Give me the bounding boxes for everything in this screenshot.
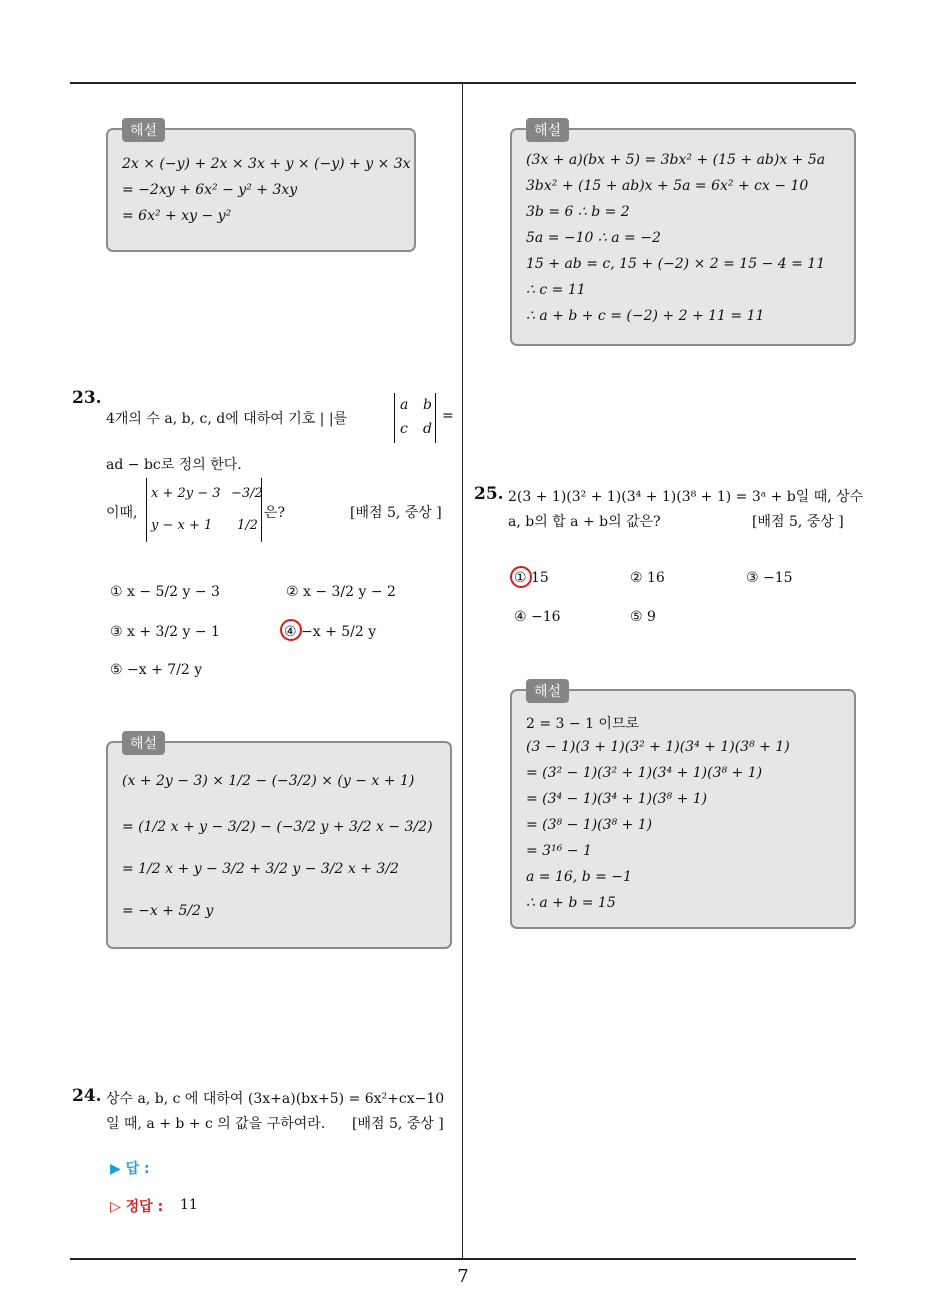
solution-tag: 해설 [526,679,569,703]
solution-line: = (3² − 1)(3² + 1)(3⁴ + 1)(3⁸ + 1) [526,765,763,781]
det-entry: a [400,397,409,413]
option-2[interactable]: ② x − 3/2 y − 2 [286,584,396,600]
solution-line: 3b = 6 ∴ b = 2 [526,204,630,220]
solution-line: = −x + 5/2 y [122,903,214,919]
option-4[interactable]: ④ −x + 5/2 y [284,624,377,640]
solution-line: 15 + ab = c, 15 + (−2) × 2 = 15 − 4 = 11 [526,256,826,272]
solution-box-24 [510,123,856,346]
option-3[interactable]: ③ x + 3/2 y − 1 [110,624,220,640]
det-entry: b [423,397,432,413]
option-1[interactable]: ① x − 5/2 y − 3 [110,584,220,600]
solution-line: ∴ a + b + c = (−2) + 2 + 11 = 11 [526,308,765,324]
question-text: 상수 a, b, c 에 대하여 (3x+a)(bx+5) = 6x²+cx−10 [106,1091,445,1107]
equals-sign: = [442,408,454,424]
question-text: 2(3 + 1)(3² + 1)(3⁴ + 1)(3⁸ + 1) = 3ᵃ + b일 때, 상수 [508,489,864,505]
correct-answer-value: 11 [180,1197,198,1213]
question-number: 24. [72,1086,102,1106]
solution-line: = (3⁸ − 1)(3⁸ + 1) [526,817,653,833]
top-rule [70,82,856,84]
question-text: 4개의 수 a, b, c, d에 대하여 기호 | |를 [106,411,348,427]
solution-line: a = 16, b = −1 [526,869,632,885]
det-entry: 1/2 [237,518,258,533]
solution-line: (3 − 1)(3 + 1)(3² + 1)(3⁴ + 1)(3⁸ + 1) [526,739,790,755]
question-text: 은? [264,505,286,521]
solution-line: = (1/2 x + y − 3/2) − (−3/2 y + 3/2 x − 3/2) [122,819,433,835]
question-number: 23. [72,388,102,408]
page-number: 7 [457,1266,469,1287]
solution-line: 5a = −10 ∴ a = −2 [526,230,661,246]
determinant-definition [394,393,436,443]
solution-line: 2x × (−y) + 2x × 3x + y × (−y) + y × 3x [122,156,411,172]
question-text: 이때, [106,505,138,521]
solution-line: = −2xy + 6x² − y² + 3xy [122,182,298,198]
answer-label: ▶ 답 : [110,1161,150,1177]
det-entry: y − x + 1 [151,518,213,533]
option-4[interactable]: ④ −16 [514,609,561,625]
solution-box-22 [106,123,416,252]
solution-line: = 1/2 x + y − 3/2 + 3/2 y − 3/2 x + 3/2 [122,861,399,877]
option-1[interactable]: ① 15 [514,570,549,586]
option-2[interactable]: ② 16 [630,570,665,586]
question-text: 일 때, a + b + c 의 값을 구하여라. [106,1116,326,1132]
solution-line: = 3¹⁶ − 1 [526,843,592,859]
bottom-rule [70,1258,856,1260]
solution-tag: 해설 [526,118,569,142]
solution-line: 3bx² + (15 + ab)x + 5a = 6x² + cx − 10 [526,178,809,194]
solution-line: = (3⁴ − 1)(3⁴ + 1)(3⁸ + 1) [526,791,708,807]
score-label: [배점 5, 중상 ] [352,1116,444,1132]
solution-tag: 해설 [122,731,165,755]
solution-line: ∴ c = 11 [526,282,586,298]
solution-line: (x + 2y − 3) × 1/2 − (−3/2) × (y − x + 1) [122,773,415,789]
det-entry: x + 2y − 3 [151,486,221,501]
question-text: a, b의 합 a + b의 값은? [508,514,661,530]
option-5[interactable]: ⑤ 9 [630,609,656,625]
det-entry: c [400,421,408,437]
option-3[interactable]: ③ −15 [746,570,793,586]
column-divider [462,82,463,1260]
det-entry: d [423,421,432,437]
selected-answer-mark [510,566,532,588]
solution-line: 2 = 3 − 1 이므로 [526,716,640,732]
score-label: [배점 5, 중상 ] [752,514,844,530]
solution-line: (3x + a)(bx + 5) = 3bx² + (15 + ab)x + 5a [526,152,826,168]
det-entry: −3/2 [231,486,263,501]
score-label: [배점 5, 중상 ] [350,505,442,521]
solution-box-25 [510,684,856,929]
correct-answer-label: ▷ 정답 : [110,1199,164,1215]
solution-box-23 [106,736,452,949]
solution-tag: 해설 [122,118,165,142]
question-text: ad − bc로 정의 한다. [106,457,242,473]
question-number: 25. [474,484,504,504]
determinant-expression [146,478,262,542]
solution-line: = 6x² + xy − y² [122,208,232,224]
solution-line: ∴ a + b = 15 [526,895,616,911]
selected-answer-mark [280,619,302,641]
option-5[interactable]: ⑤ −x + 7/2 y [110,662,203,678]
